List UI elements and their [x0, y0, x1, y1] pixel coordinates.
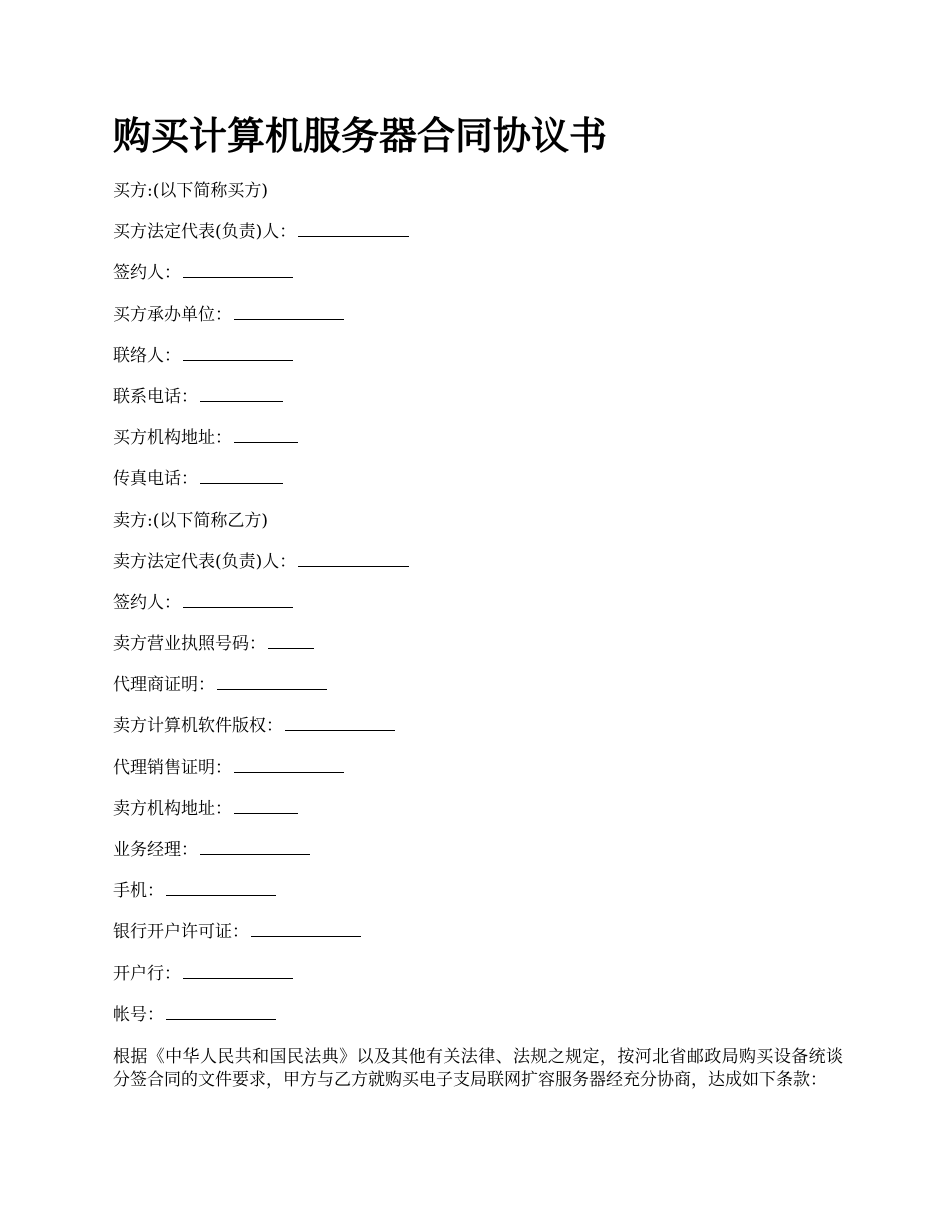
field-label: 联系电话： [113, 386, 198, 407]
fill-in-blank [183, 960, 293, 979]
preamble-paragraph: 根据《中华人民共和国民法典》以及其他有关法律、法规之规定，按河北省邮政局购买设备统谈分签合同的文件要求，甲方与乙方就购买电子支局联网扩容服务器经充分协商，达成如下条款： [113, 1047, 843, 1090]
field-row [113, 960, 843, 1001]
field-row [113, 630, 843, 671]
field-row [113, 918, 843, 959]
field-row [113, 301, 843, 342]
fill-in-blank [200, 836, 310, 855]
field-row [113, 465, 843, 506]
field-row [113, 754, 843, 795]
field-label: 买方法定代表(负责)人： [113, 222, 297, 243]
party-fields [113, 177, 843, 1042]
field-label: 卖方机构地址： [113, 798, 232, 819]
fill-in-blank [234, 424, 298, 443]
fill-in-blank [234, 754, 344, 773]
field-label: 代理商证明： [113, 675, 215, 696]
field-label: 买方机构地址： [113, 428, 232, 449]
field-row [113, 712, 843, 753]
fill-in-blank [183, 342, 293, 361]
field-row [113, 877, 843, 918]
field-row [113, 671, 843, 712]
field-label: 联络人： [113, 345, 181, 366]
fill-in-blank [298, 548, 408, 567]
field-row [113, 836, 843, 877]
field-label: 开户行： [113, 963, 181, 984]
fill-in-blank [166, 1001, 276, 1020]
fill-in-blank [200, 383, 283, 402]
field-row [113, 548, 843, 589]
field-label: 卖方:(以下简称乙方) [113, 510, 268, 531]
document-title: 购买计算机服务器合同协议书 [113, 113, 608, 158]
fill-in-blank [234, 795, 298, 814]
fill-in-blank [183, 259, 293, 278]
field-label: 买方:(以下简称买方) [113, 181, 268, 201]
field-label: 代理销售证明： [113, 757, 232, 778]
field-label: 业务经理： [113, 840, 198, 860]
fill-in-blank [298, 218, 408, 237]
field-label: 签约人： [113, 592, 181, 613]
field-row [113, 507, 843, 548]
fill-in-blank [234, 301, 344, 320]
field-label: 买方承办单位： [113, 304, 232, 325]
fill-in-blank [200, 465, 283, 484]
field-row [113, 1001, 843, 1042]
field-label: 卖方法定代表(负责)人： [113, 551, 297, 572]
field-label: 帐号： [113, 1004, 164, 1025]
field-label: 传真电话： [113, 469, 198, 490]
field-label: 卖方营业执照号码： [113, 634, 266, 655]
fill-in-blank [251, 918, 361, 937]
field-row [113, 383, 843, 424]
field-row [113, 424, 843, 465]
field-row [113, 342, 843, 383]
fill-in-blank [217, 671, 327, 690]
field-label: 签约人： [113, 263, 181, 284]
field-row [113, 259, 843, 300]
fill-in-blank [183, 589, 293, 608]
field-row [113, 177, 843, 218]
field-label: 手机： [113, 881, 164, 902]
field-label: 卖方计算机软件版权： [113, 716, 283, 737]
fill-in-blank [268, 630, 314, 649]
field-row [113, 795, 843, 836]
fill-in-blank [166, 877, 276, 896]
field-row [113, 218, 843, 259]
field-label: 银行开户许可证： [113, 922, 249, 943]
field-row [113, 589, 843, 630]
fill-in-blank [285, 712, 395, 731]
